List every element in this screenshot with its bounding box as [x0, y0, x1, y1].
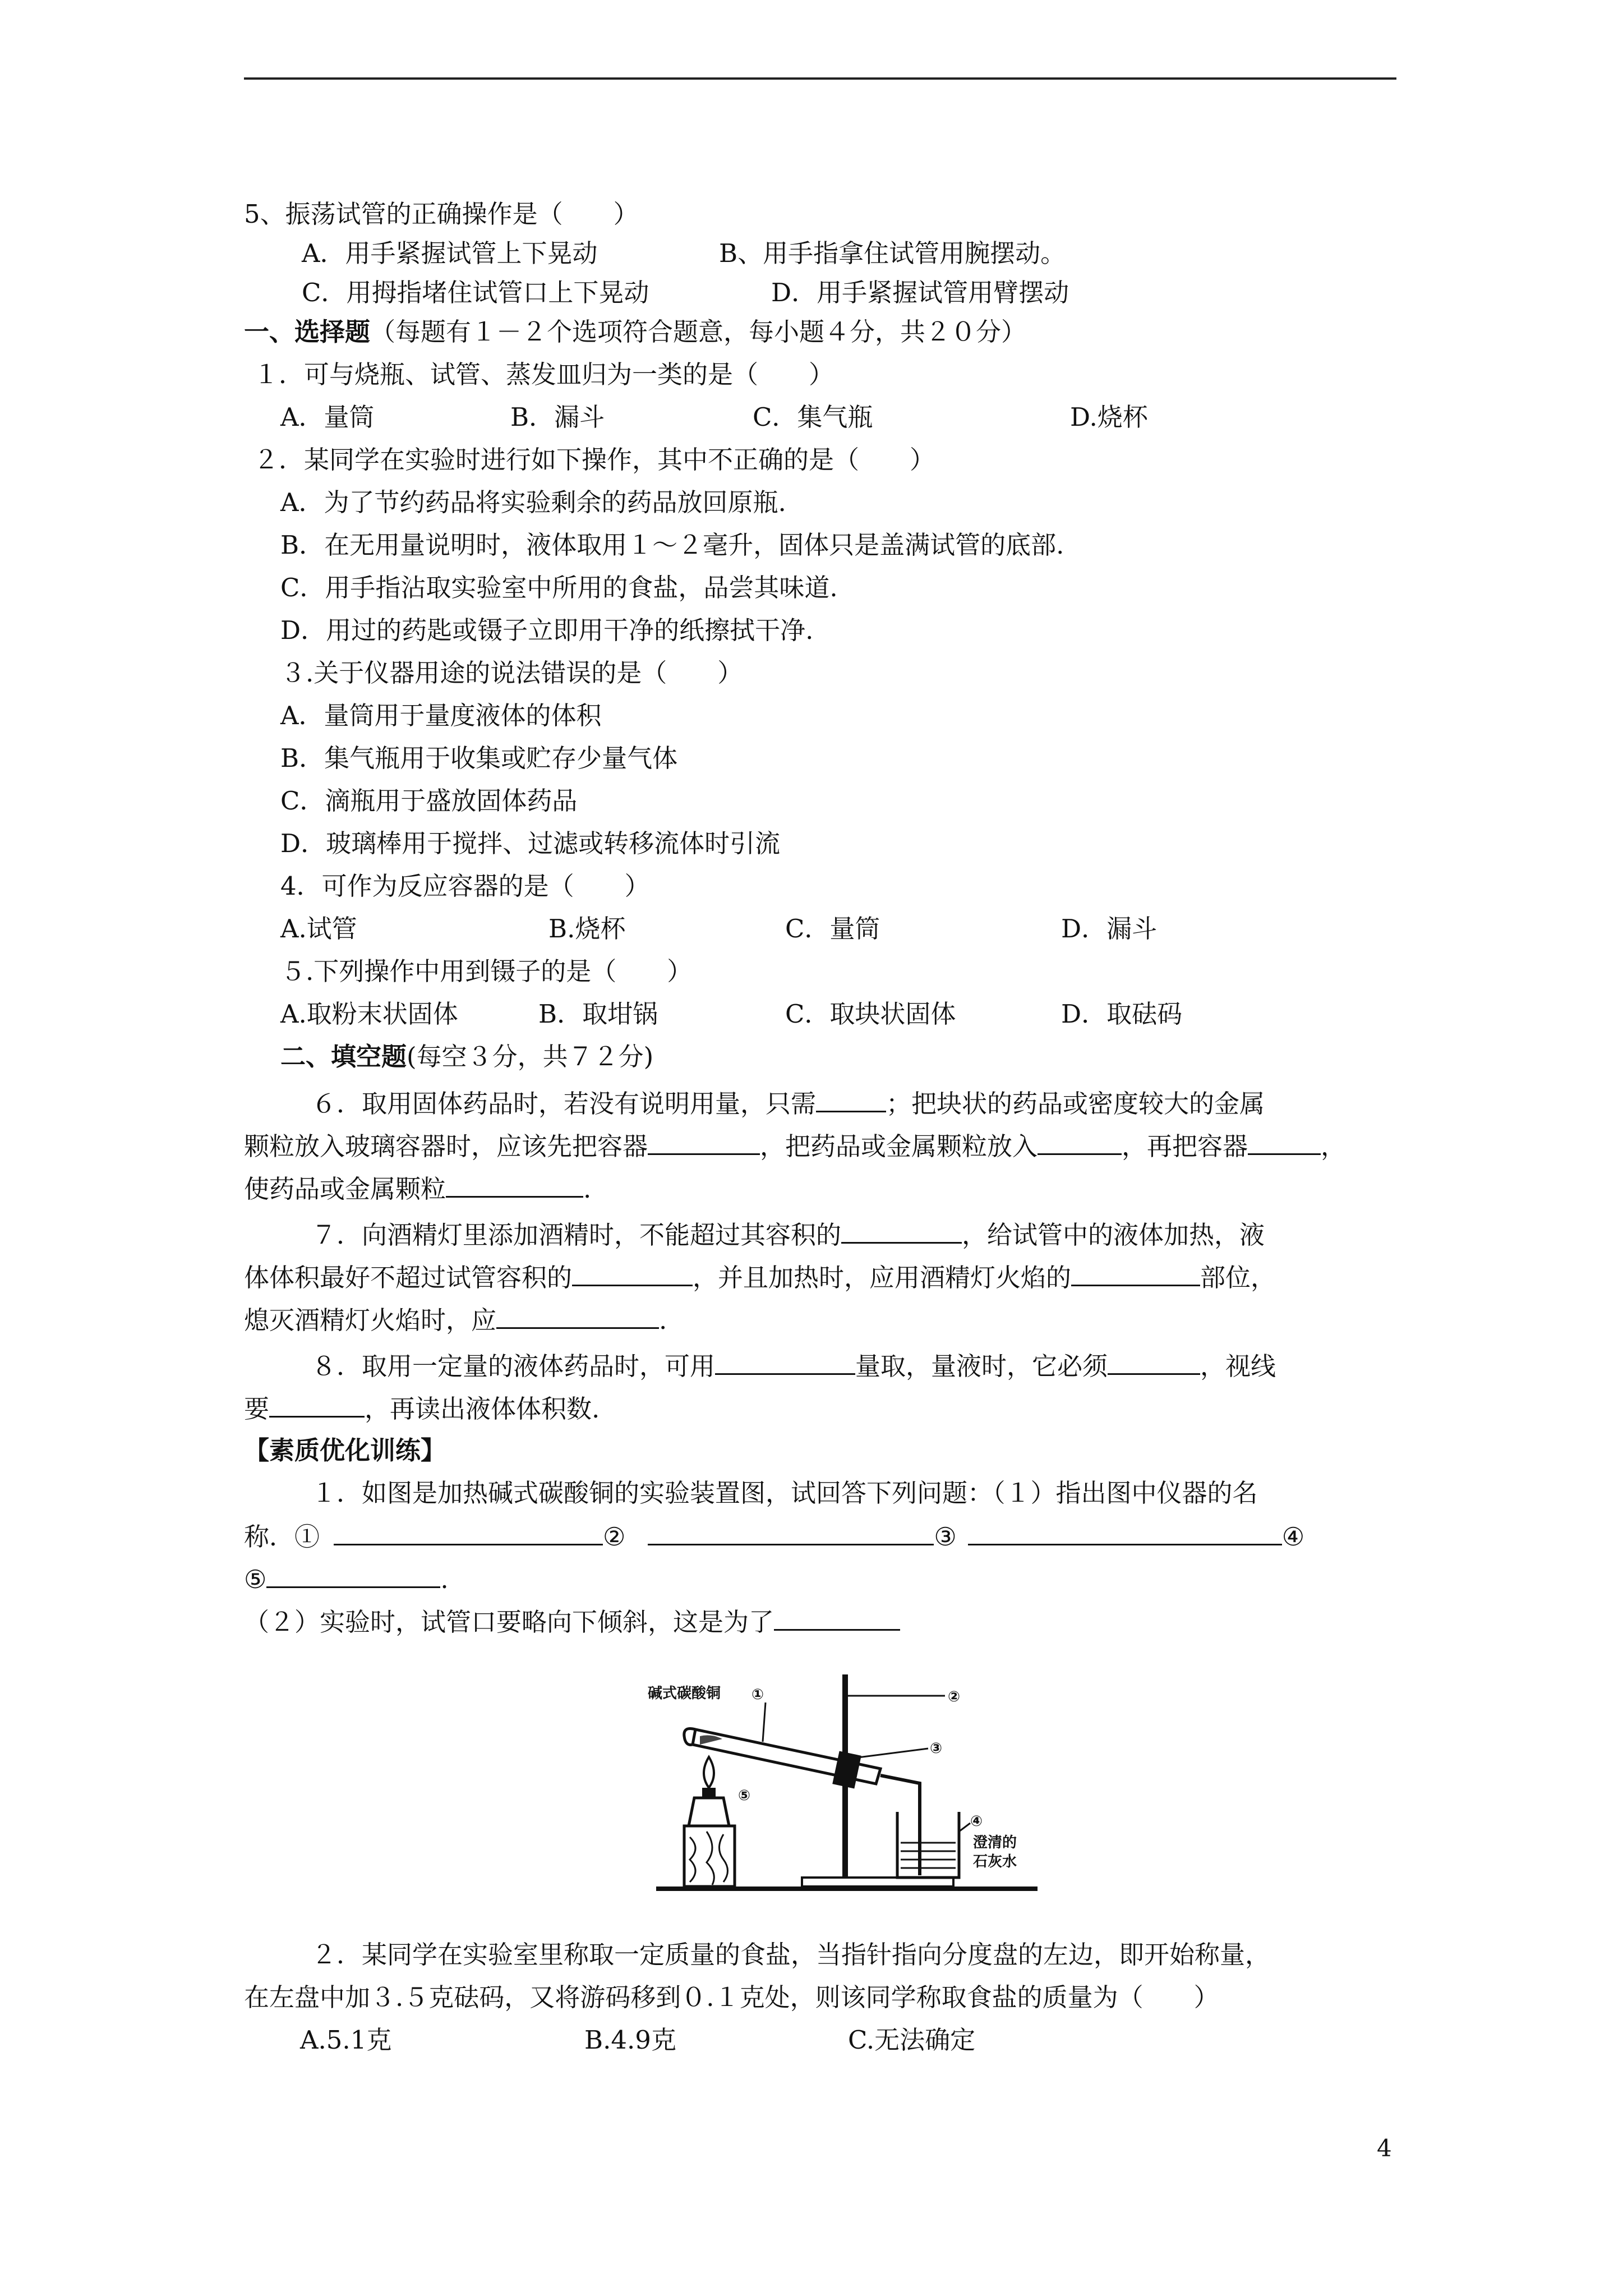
label-basic-copper-carbonate: 碱式碳酸铜 [648, 1685, 721, 1702]
t1-line-4: （２）实验时，试管口要略向下倾斜，这是为了 [244, 1604, 900, 1639]
pre-q5-option-a: A．用手紧握试管上下晃动 [302, 238, 598, 268]
pre-q5-option-b: B、用手指拿住试管用腕摆动。 [719, 238, 1066, 268]
q6-blank-4[interactable] [1248, 1129, 1321, 1155]
section2-note: (每空３分，共７２分) [407, 1042, 654, 1071]
q2-option-a: A．为了节约药品将实验剩余的药品放回原瓶. [280, 487, 786, 517]
t1-line-3: ⑤ . [244, 1562, 449, 1596]
q5-option-b: B．取坩锅 [538, 999, 658, 1029]
label-4: ④ [970, 1813, 983, 1830]
q6-line-3: 使药品或金属颗粒 . [244, 1171, 591, 1206]
q3-option-b: B．集气瓶用于收集或贮存少量气体 [280, 743, 678, 773]
label-2: ② [948, 1688, 961, 1705]
t1-blank-3[interactable] [968, 1519, 1282, 1545]
q8-blank-1[interactable] [715, 1349, 855, 1375]
q4-option-d: D．漏斗 [1061, 914, 1158, 944]
q3-option-c: C．滴瓶用于盛放固体药品 [280, 786, 578, 816]
t2-option-b: B.4.9克 [584, 2025, 676, 2055]
label-5: ⑤ [738, 1787, 751, 1804]
q7-line-1: ７．向酒精灯里添加酒精时，不能超过其容积的 ，给试管中的液体加热，液 [311, 1217, 1265, 1252]
pre-q5-option-c: C．用拇指堵住试管口上下晃动 [302, 278, 649, 307]
t1-line-2: 称．① ② ③ ④ [244, 1519, 1304, 1554]
q1-option-c: C．集气瓶 [753, 402, 873, 432]
t2-option-a: A.5.1克 [300, 2025, 392, 2055]
clamp [832, 1751, 861, 1788]
q8-blank-2[interactable] [1108, 1349, 1200, 1375]
label-1: ① [751, 1686, 764, 1703]
t2-line-1: ２．某同学在实验室里称取一定质量的食盐，当指针指向分度盘的左边，即开始称量， [311, 1940, 1271, 1970]
q6-blank-2[interactable] [648, 1129, 760, 1155]
q7-line-2: 体体积最好不超过试管容积的 ，并且加热时，应用酒精灯火焰的 部位， [244, 1260, 1276, 1295]
t2-option-c: C.无法确定 [848, 2025, 976, 2055]
t1-blank-1[interactable] [334, 1519, 603, 1545]
q3-option-a: A．量筒用于量度液体的体积 [280, 701, 602, 730]
q5-option-d: D．取砝码 [1061, 999, 1183, 1029]
q7-blank-4[interactable] [496, 1303, 659, 1329]
section1-note: （每题有１－２个选项符合题意，每小题４分，共２０分） [370, 317, 1027, 347]
q8-line-1: ８．取用一定量的液体药品时，可用 量取，量液时，它必须 ，视线 [311, 1349, 1276, 1383]
q2-question: ２．某同学在实验时进行如下操作，其中不正确的是（ ） [253, 445, 935, 475]
q1-option-d: D.烧杯 [1070, 402, 1148, 432]
q4-option-b: B.烧杯 [548, 914, 626, 944]
flame [704, 1757, 714, 1788]
alcohol-lamp [689, 1798, 729, 1826]
q5-question: ５.下列操作中用到镊子的是（ ） [280, 956, 693, 986]
q2-option-c: C．用手指沾取实验室中所用的食盐，品尝其味道. [280, 573, 838, 602]
q4-option-c: C．量筒 [785, 914, 880, 944]
q7-line-3: 熄灭酒精灯火焰时，应 . [244, 1303, 667, 1337]
q1-option-b: B．漏斗 [510, 402, 605, 432]
q6-blank-5[interactable] [446, 1171, 583, 1198]
q8-blank-3[interactable] [269, 1391, 365, 1418]
q8-line-2: 要 ，再读出液体体积数. [244, 1391, 600, 1426]
pre-q5-question: 5、振荡试管的正确操作是（ ） [244, 199, 639, 229]
t1-blank-2[interactable] [648, 1519, 934, 1545]
q6-line-1: ６．取用固体药品时，若没有说明用量，只需 ；把块状的药品或密度较大的金属 [311, 1086, 1265, 1121]
q7-blank-1[interactable] [841, 1217, 962, 1244]
q7-blank-3[interactable] [1071, 1260, 1200, 1286]
q6-line-2: 颗粒放入玻璃容器时，应该先把容器 ，把药品或金属颗粒放入 ，再把容器 ， [244, 1129, 1346, 1163]
q6-blank-3[interactable] [1038, 1129, 1122, 1155]
q7-blank-2[interactable] [572, 1260, 693, 1286]
q5-option-a: A.取粉末状固体 [280, 999, 458, 1029]
label-limewater-1: 澄清的 [973, 1834, 1017, 1851]
apparatus-figure [634, 1663, 1043, 1910]
q4-question: 4．可作为反应容器的是（ ） [280, 871, 650, 901]
header-rule [244, 77, 1396, 80]
q2-option-d: D．用过的药匙或镊子立即用干净的纸擦拭干净. [280, 615, 814, 645]
q1-question: １．可与烧瓶、试管、蒸发皿归为一类的是（ ） [253, 360, 834, 389]
t1-blank-4[interactable] [266, 1562, 440, 1588]
section3-title: 【素质优化训练】 [244, 1435, 446, 1465]
page-number: 4 [1377, 2134, 1392, 2162]
pre-q5-option-d: D．用手紧握试管用臂摆动 [771, 278, 1069, 307]
q1-option-a: A．量筒 [280, 402, 375, 432]
t2-line-2: 在左盘中加３.５克砝码，又将游码移到０.１克处，则该同学称取食盐的质量为（ ） [244, 1982, 1219, 2012]
q3-question: ３.关于仪器用途的说法错误的是（ ） [280, 658, 743, 688]
section2-heading [280, 1040, 653, 1074]
t1-line-1: １．如图是加热碱式碳酸铜的实验装置图，试回答下列问题：（１）指出图中仪器的名 [311, 1478, 1258, 1508]
section2-title: 二、填空题 [280, 1042, 407, 1071]
q2-option-b: B．在无用量说明时，液体取用１～２毫升，固体只是盖满试管的底部. [280, 530, 1064, 560]
label-limewater-2: 石灰水 [973, 1853, 1017, 1870]
section1-title: 一、选择题 [244, 317, 371, 347]
q3-option-d: D．玻璃棒用于搅拌、过滤或转移流体时引流 [280, 829, 781, 858]
t1-blank-5[interactable] [774, 1604, 900, 1631]
q6-blank-1[interactable] [816, 1086, 886, 1112]
label-3: ③ [930, 1740, 943, 1757]
q4-option-a: A.试管 [280, 914, 357, 944]
section1-heading [244, 315, 1026, 349]
q5-option-c: C．取块状固体 [785, 999, 956, 1029]
